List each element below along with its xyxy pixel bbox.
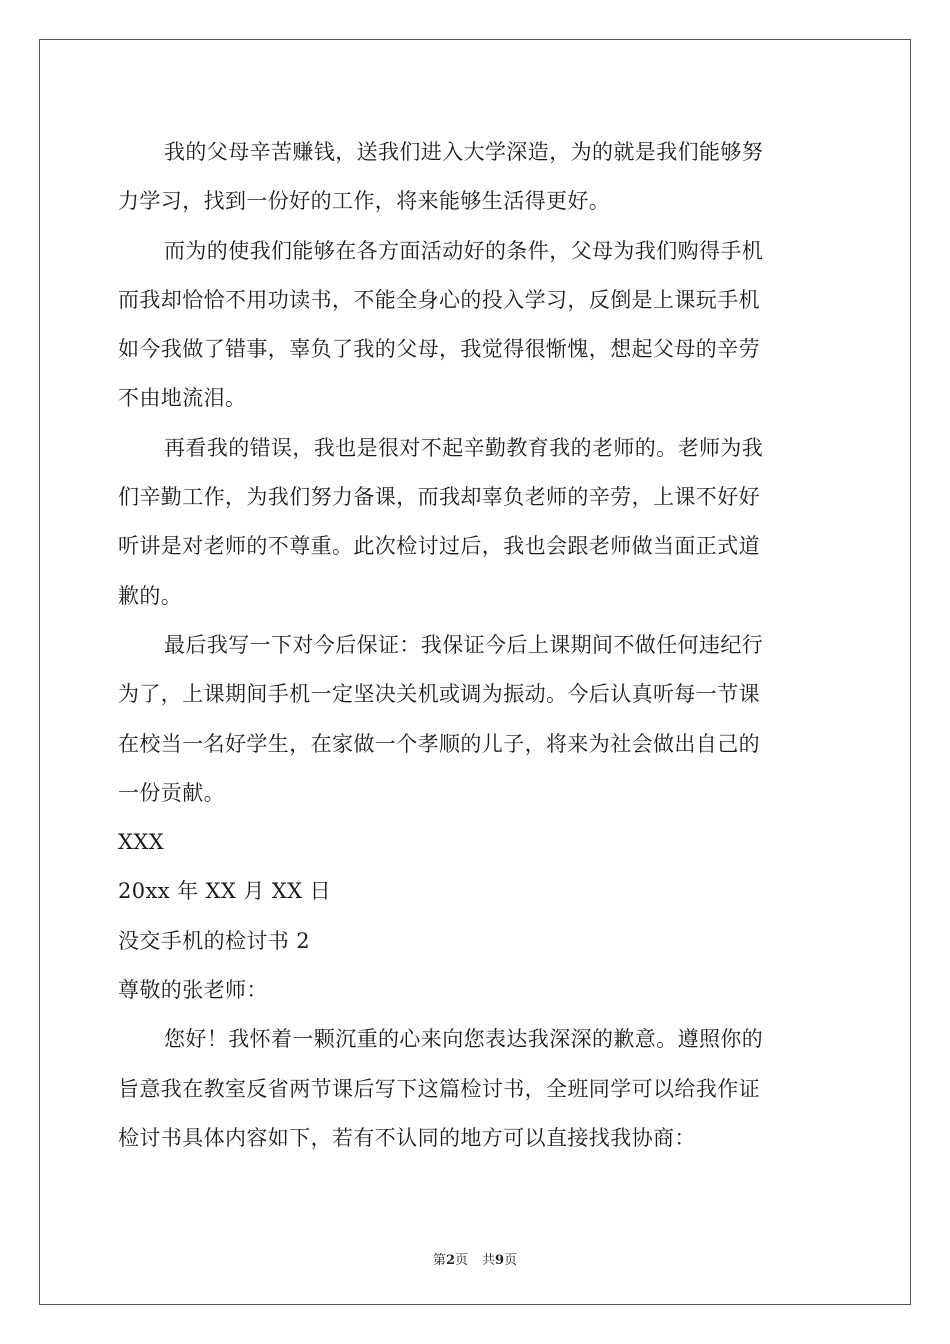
page-unit: 页: [454, 1253, 468, 1268]
text-line: 听讲是对老师的不尊重。此次检讨过后，我也会跟老师做当面正式道: [118, 534, 760, 559]
text-line: 在校当一名好学生，在家做一个孝顺的儿子，将来为社会做出自己的: [118, 731, 760, 756]
text-line: 我的父母辛苦赚钱，送我们进入大学深造，为的就是我们能够努: [164, 140, 764, 164]
salutation: 尊敬的张老师：: [118, 978, 268, 1003]
text-line: 力学习，找到一份好的工作，将来能够生活得更好。: [118, 189, 611, 214]
page-total-number: 9: [495, 1253, 505, 1268]
total-prefix: 共: [482, 1253, 496, 1268]
text-line: 为了，上课期间手机一定坚决关机或调为振动。今后认真听每一节课: [118, 682, 760, 707]
text-line: 而我却恰恰不用功读书，不能全身心的投入学习，反倒是上课玩手机: [118, 287, 760, 312]
date-line: 20xx 年 XX 月 XX 日: [118, 879, 331, 904]
document-body: [118, 128, 834, 1163]
page-prefix: 第: [432, 1253, 446, 1268]
text-line: 歉的。: [118, 583, 183, 608]
text-line: 不由地流泪。: [118, 386, 247, 411]
text-line: 如今我做了错事，辜负了我的父母，我觉得很惭愧，想起父母的辛劳: [118, 337, 760, 362]
text-line: 而为的使我们能够在各方面活动好的条件，父母为我们购得手机: [164, 238, 764, 263]
section-title: 没交手机的检讨书 2: [118, 928, 311, 953]
page-footer: [0, 1249, 950, 1268]
text-line: 您好！我怀着一颗沉重的心来向您表达我深深的歉意。遵照你的: [164, 1027, 764, 1052]
total-unit: 页: [504, 1253, 518, 1268]
text-line: 最后我写一下对今后保证：我保证今后上课期间不做任何违纪行: [164, 632, 764, 657]
text-line: 旨意我在教室反省两节课后写下这篇检讨书，全班同学可以给我作证: [118, 1076, 760, 1101]
text-line: 再看我的错误，我也是很对不起辛勤教育我的老师的。老师为我: [164, 435, 764, 460]
text-line: 一份贡献。: [118, 780, 225, 805]
signature: XXX: [118, 830, 165, 855]
page-current-number: 2: [445, 1253, 455, 1268]
text-line: 检讨书具体内容如下，若有不认同的地方可以直接找我协商：: [118, 1125, 696, 1150]
text-line: 们辛勤工作，为我们努力备课，而我却辜负老师的辛劳，上课不好好: [118, 485, 760, 510]
